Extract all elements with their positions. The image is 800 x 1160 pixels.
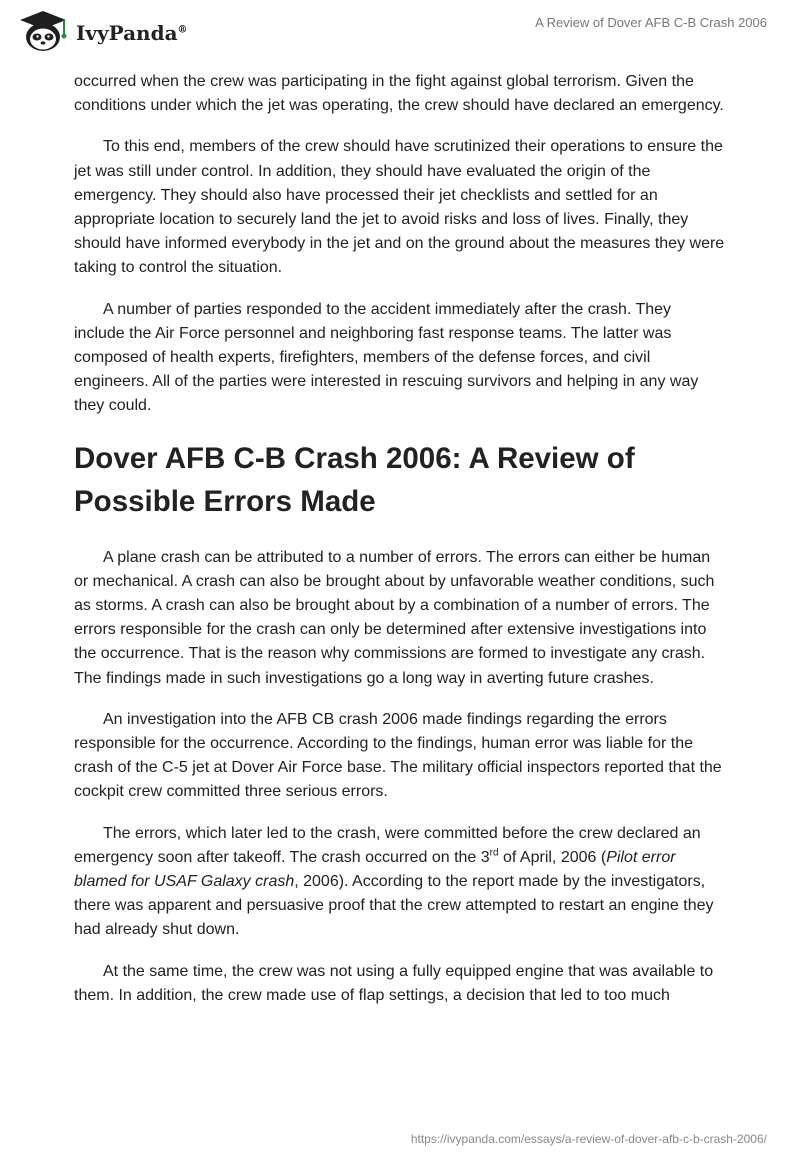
source-url[interactable]: https://ivypanda.com/essays/a-review-of-dover-afb-c-b-crash-2006/: [410, 1132, 767, 1146]
paragraph: An investigation into the AFB CB crash 2006 made findings regarding the errors responsible for the occurrence. According to the findings, human error was liable for the crash of the C-5 jet at Dover Air Force base. The military official inspectors reported that the cockpit crew committed three serious errors.: [74, 710, 722, 801]
ordinal-suffix: rd: [489, 847, 499, 859]
panda-graduate-icon: [14, 8, 72, 54]
brand-name: IvyPanda®: [76, 21, 188, 45]
paragraph: occurred when the crew was participating in the fight against global terrorism. Given the conditions under which the jet was operating, the crew should have declared an emergency.: [74, 73, 724, 115]
paragraph: The errors, which later led to the crash, were committed before the crew declared an emergency soon after takeoff. The crash occurred on the 3rd of April, 2006 (Pilot error blamed for USAF Galaxy crash, 2006). According to the report made by the investigators, there was apparent and persuasive proof that the crew attempted to restart an engine they had already shut down.: [74, 824, 714, 939]
paragraph: A number of parties responded to the accident immediately after the crash. They include the Air Force personnel and neighboring fast response teams. The latter was composed of health experts, firefighters, members of the defense forces, and civil engineers. All of the parties were interested in rescuing survivors and helping in any way they could.: [74, 300, 699, 415]
brand-logo[interactable]: [14, 8, 188, 54]
document-title: A Review of Dover AFB C-B Crash 2006: [535, 15, 767, 30]
paragraph: At the same time, the crew was not using a fully equipped engine that was available to them. In addition, the crew made use of flap settings, a decision that led to too much: [74, 962, 714, 1004]
essay-content: [74, 70, 726, 1025]
paragraph: To this end, members of the crew should have scrutinized their operations to ensure the jet was still under control. In addition, they should have evaluated the origin of the emergency. They should also have processed their jet checklists and settled for an appropriate location to securely land the jet to avoid risks and loss of lives. Finally, they should have informed everybody in the jet and on the ground about the measures they were taking to control the situation.: [74, 138, 725, 277]
section-heading: Dover AFB C-B Crash 2006: A Review of Possible Errors Made: [74, 441, 635, 518]
paragraph: A plane crash can be attributed to a number of errors. The errors can either be human or mechanical. A crash can also be brought about by unfavorable weather conditions, such as storms. A crash can also be brought about by a combination of a number of errors. The errors responsible for the crash can only be determined after extensive investigations into the occurrence. That is the reason why commissions are formed to investigate any crash. The findings made in such investigations go a long way in averting future crashes.: [74, 548, 715, 687]
citation-title: Pilot error blamed for USAF Galaxy crash: [74, 848, 676, 891]
